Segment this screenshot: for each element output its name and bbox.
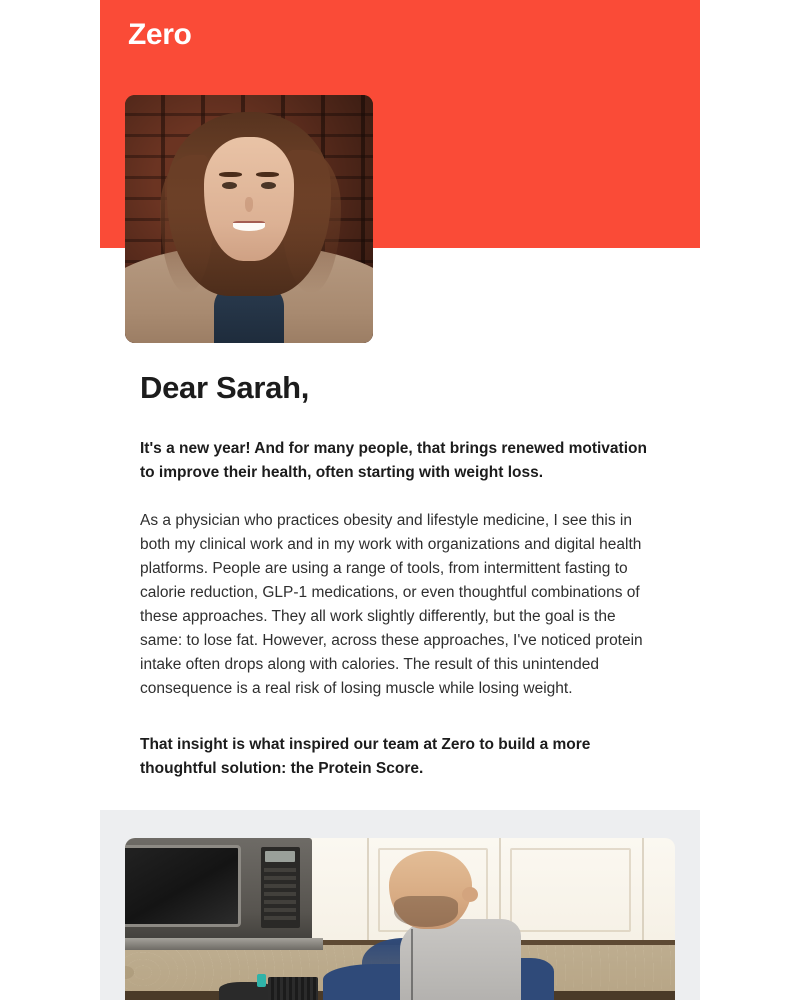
letter-lead-paragraph: It's a new year! And for many people, that brings renewed motivation to improve their health, often starting with weight loss.	[140, 440, 647, 481]
microwave-appliance	[125, 838, 312, 945]
letter-greeting: Dear Sarah,	[140, 370, 310, 405]
left-eye	[222, 182, 237, 189]
man-fleece-vest	[400, 919, 521, 1000]
left-eyebrow	[219, 172, 242, 178]
smile-shape	[233, 221, 265, 231]
microwave-base-trim	[125, 938, 323, 949]
knife-block	[268, 977, 318, 1000]
face-shape	[204, 137, 293, 261]
letter-closing-paragraph: That insight is what inspired our team at Zero to build a more thoughtful solution: the Protein Score.	[140, 736, 591, 777]
microwave-display	[265, 851, 295, 862]
nose-shape	[245, 197, 254, 212]
kitchen-feature-image	[125, 838, 675, 1000]
vest-zipper	[411, 929, 413, 1000]
cabinet-panel-right	[510, 848, 631, 932]
letter-body	[100, 343, 700, 781]
right-eye	[261, 182, 276, 189]
cabinet-seam-left	[367, 838, 369, 945]
author-portrait-image	[125, 95, 373, 343]
cabinet-seam-right	[642, 838, 644, 945]
man-head	[389, 851, 472, 929]
email-card	[100, 0, 700, 1000]
portrait-artwork	[125, 95, 373, 343]
letter-body-paragraph: As a physician who practices obesity and lifestyle medicine, I see this in both my clinical work and in my work with organizations and digital health platforms. People are using a range of tools, from intermittent fasting to calorie reduction, GLP-1 medications, or even thoughtful combinations of these approaches. They all work slightly differently, but the goal is the same: to lose fat. However, across these approaches, I've noticed protein intake often drops along with calories. The result of this unintended consequence is a real risk of losing muscle while losing weight.	[140, 512, 643, 697]
brand-logo[interactable]: Zero	[128, 18, 192, 51]
teal-utensil	[257, 974, 266, 987]
kitchen-artwork	[125, 838, 675, 1000]
right-eyebrow	[256, 172, 279, 178]
microwave-door-glass	[125, 845, 241, 926]
microwave-keypad	[264, 868, 296, 922]
feature-section	[100, 810, 700, 1000]
microwave-control-panel	[261, 847, 301, 928]
man-beard	[394, 896, 458, 927]
